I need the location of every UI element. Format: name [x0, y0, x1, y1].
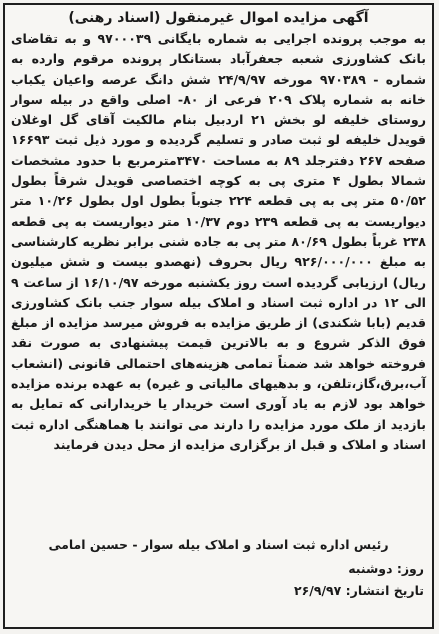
notice-meta [294, 558, 424, 602]
notice-title: آگهی مزایده اموال غیرمنقول (اسناد رهنی) [68, 10, 369, 26]
auction-notice [3, 3, 434, 629]
publication-date: تاریخ انتشار: ۲۶/۹/۹۷ [294, 583, 424, 598]
notice-body: به موجب پرونده اجرایی به شماره بایگانی ۹۷۰۰۰۳۹ و به تقاضای بانک کشاورزی شعبه جعفرآباد بستانکار پرونده مرقوم وارده به شماره - ۹۷۰۳۸۹ مورخه ۲۴/۹/۹۷ شش دانگ عرصه واعیان یکباب خانه به شماره پلاک ۲۰۹ فرعی از ۸۰- اصلی واقع در بیله سوار روستای خلیفه لو بخش ۲۱ اردبیل بنام مالکیت آقای گل اوغلان قویدل خلیفه لو ثبت صادر و تسلیم گردیده و مورد ذیل ثبت ۱۶۶۹۳ صفحه ۲۶۷ دفترجلد ۸۹ به مساحت ۳۴۷۰مترمربع با حدود مشخصات شمالا بطول ۴ متری پی به کوچه اختصاصی قویدل شرقاً بطول ۵۰/۵۲ متر پی به پی قطعه ۲۲۴ جنوباً بطول اول بطول ۱۰/۲۶ متر دیواریست به پی قطعه ۲۳۹ دوم ۱۰/۳۷ متر دیواریست به پی قطعه ۲۳۸ غرباً بطول ۸۰/۶۹ متر پی به جاده شنی برابر نظریه کارشناسی به مبلغ ۹۲۶/۰۰۰/۰۰۰ ریال بحروف (نهصدو بیست و شش میلیون ریال) ارزیابی گردیده است روز یکشنبه مورخه ۱۶/۱۰/۹۷ از ساعت ۹ الی ۱۲ در اداره ثبت اسناد و املاک بیله سوار جنب بانک کشاورزی قدیم (بابا شکندی) از طریق مزایده به فروش میرسد مزایده از مبلغ فوق الذکر شروع و به بالاترین قیمت پیشنهادی به صورت نقد فروخته خواهد شد ضمناً تمامی هزینه‌های احتمالی قانونی (انشعاب آب،برق،گاز،تلفن، و بدهیهای مالیاتی و غیره) به عهده برنده مزایده خواهد بود لازم به یاد آوری است خریدار یا خریدارانی که تمایل به بازدید از ملک مورد مزایده را دارند می توانند با هماهنگی اداره ثبت اسناد و املاک و قبل از برگزاری مزایده از محل دیدن فرمایند [11, 31, 427, 452]
notice-signature: رئیس اداره ثبت اسناد و املاک بیله سوار - حسین امامی [48, 537, 389, 552]
publication-day: روز: دوشنبه [348, 561, 424, 576]
